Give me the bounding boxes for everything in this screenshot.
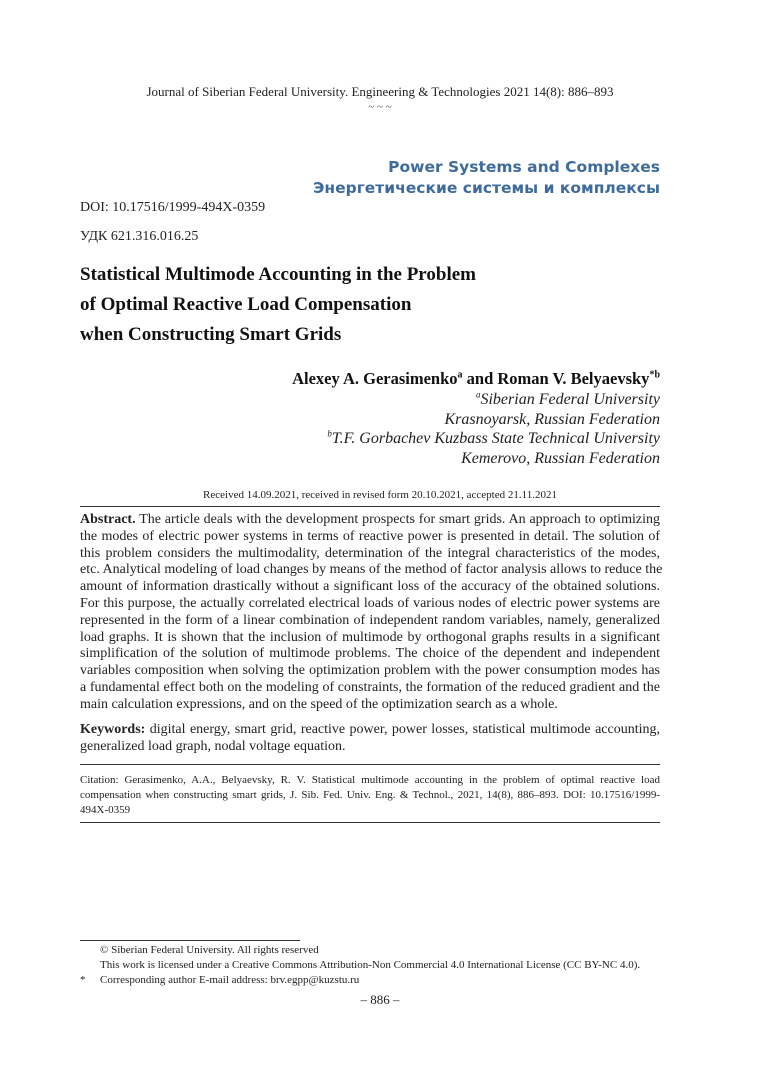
received-dates: Received 14.09.2021, received in revised form 20.10.2021, accepted 21.11.2021 xyxy=(203,489,557,501)
affiliation-line: Kemerovo, Russian Federation xyxy=(461,449,660,467)
abstract-line: represented in the form of a linear combination of independent random variables, namely, generalized xyxy=(80,612,660,628)
title-line: of Optimal Reactive Load Compensation xyxy=(80,294,412,315)
affiliations xyxy=(327,390,660,468)
abstract-line: main calculation expressions, and on the speed of the optimization search as a whole. xyxy=(80,696,558,712)
affiliation-line: $^b$T.F. Gorbachev Kuzbass State Technical University xyxy=(327,428,660,447)
abstract-label: Abstract. xyxy=(80,512,136,527)
citation xyxy=(80,773,660,818)
citation-line: 494X-0359 xyxy=(80,804,131,816)
affiliation-line: $^a$Siberian Federal University xyxy=(475,389,660,408)
section-title-ru: Энергетические системы и комплексы xyxy=(313,179,660,197)
title-line: when Constructing Smart Grids xyxy=(80,324,342,345)
doi: DOI: 10.17516/1999-494X-0359 xyxy=(80,200,266,215)
author-name: Alexey A. Gerasimenko xyxy=(292,369,458,388)
author-sup: a xyxy=(457,369,463,381)
abstract-line: For this purpose, the actually correlated electrical loads of various nodes of electric power systems are xyxy=(80,595,660,611)
article-title xyxy=(80,260,476,350)
corresponding-note: Corresponding author E-mail address: brv.egpp@kuzstu.ru xyxy=(100,974,360,986)
abstract-line: simplification of the solution of multimode problems. The choice of the dependent and independent xyxy=(80,646,660,662)
section-title-en: Power Systems and Complexes xyxy=(388,158,660,176)
license-note: This work is licensed under a Creative Commons Attribution-Non Commercial 4.0 International License (CC BY-NC 4.0). xyxy=(100,959,641,971)
abstract-line: a fundamental effect both on the modeling of constraints, the formation of the reduced gradient and the xyxy=(80,679,660,695)
udk: УДК 621.316.016.25 xyxy=(80,229,199,244)
copyright-note: © Siberian Federal University. All rights reserved xyxy=(100,944,319,956)
abstract-line: load graphs. It is shown that the inclusion of multimode by orthogonal graphs results in a significant xyxy=(80,629,660,645)
authors xyxy=(292,369,660,388)
divider xyxy=(80,506,660,507)
abstract-line: this problem considers the multimodality, determination of the integral characteristics of the modes, xyxy=(80,545,660,561)
citation-line: compensation when constructing smart grids, J. Sib. Fed. Univ. Eng. & Technol., 2021, 14(8), 886–893. DOI: 10.17516/1999- xyxy=(80,789,660,801)
abstract-line: amount of information drastically without a significant loss of the accuracy of the obtained solutions. xyxy=(80,579,660,595)
author-sup: *b xyxy=(649,369,660,381)
abstract-line: variables composition when solving the optimization problem with the power consumption modes has xyxy=(80,663,660,679)
title-line: Statistical Multimode Accounting in the Problem xyxy=(80,264,476,285)
citation-line: Citation: Gerasimenko, A.A., Belyaevsky, R. V. Statistical multimode accounting in the problem of optimal reactive load xyxy=(80,774,660,786)
abstract: Abstract. The article deals with the development prospects for smart grids. An approach to optimizing the modes of electric power systems in terms of reactive power is presented in detail. The solution of this problem considers the multimodality, determination of the integral characteristics of the modes, etc. Analytical modeling of load changes by means of the method of factor analysis allows to reduce the amount of information drastically without a significant loss of the accuracy of the obtained solutions. For this purpose, the actually correlated electrical loads of various nodes of electric power systems are represented in the form of a linear combination of independent random variables, namely, generalized load graphs. It is shown that the inclusion of multimode by orthogonal graphs results in a significant simplification of the solution of multimode problems. The choice of the dependent and independent variables composition when solving the optimization problem with the power consumption modes has a fundamental effect both on the modeling of constraints, the formation of the reduced gradient and the main calculation expressions, and on the speed of the optimization search as a whole. xyxy=(80,512,663,712)
divider xyxy=(80,764,660,765)
keywords: Keywords: digital energy, smart grid, reactive power, power losses, statistical multimode accounting, generalized load graph, nodal voltage equation. xyxy=(80,722,660,754)
abstract-line: etc. Analytical modeling of load changes by means of the method of factor analysis allows to reduce the xyxy=(80,562,663,578)
abstract-line: the modes of electric power systems in terms of reactive power is presented in detail. The solution of xyxy=(80,528,660,544)
footnotes xyxy=(100,943,640,988)
divider xyxy=(80,822,660,823)
ornament: ~ ~ ~ xyxy=(368,101,392,113)
keywords-line: generalized load graph, nodal voltage equation. xyxy=(80,738,346,754)
author-name: Roman V. Belyaevsky xyxy=(497,369,650,388)
keywords-label: Keywords: xyxy=(80,722,146,737)
journal-header: Journal of Siberian Federal University. Engineering & Technologies 2021 14(8): 886–893 xyxy=(146,84,614,99)
author-conjunction: and xyxy=(462,369,498,388)
footnote-star: * xyxy=(80,974,86,986)
page-number: – 886 – xyxy=(360,992,400,1007)
footnote-divider xyxy=(80,940,300,941)
affiliation-line: Krasnoyarsk, Russian Federation xyxy=(444,410,660,428)
